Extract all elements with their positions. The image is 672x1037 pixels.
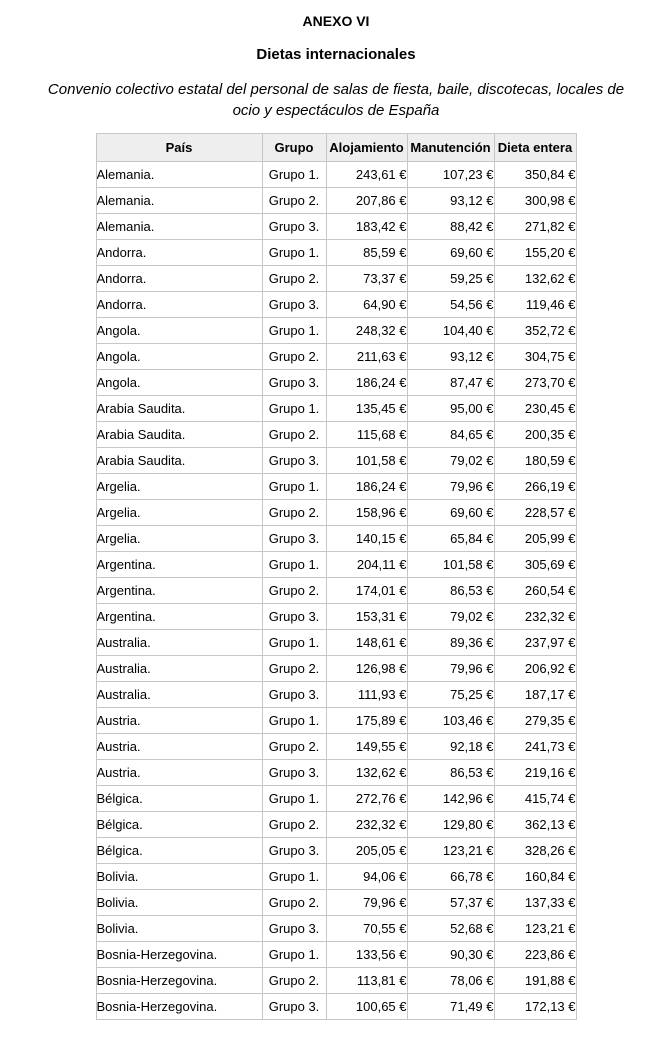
cell-pais: Angola.: [96, 370, 262, 396]
cell-dieta-entera: 350,84 €: [494, 162, 576, 188]
cell-grupo: Grupo 1.: [262, 942, 326, 968]
cell-grupo: Grupo 1.: [262, 396, 326, 422]
cell-alojamiento: 186,24 €: [326, 370, 407, 396]
table-row: [96, 656, 576, 682]
cell-pais: Alemania.: [96, 162, 262, 188]
cell-alojamiento: 207,86 €: [326, 188, 407, 214]
cell-alojamiento: 133,56 €: [326, 942, 407, 968]
table-row: [96, 968, 576, 994]
cell-pais: Argelia.: [96, 526, 262, 552]
cell-grupo: Grupo 1.: [262, 630, 326, 656]
cell-dieta-entera: 228,57 €: [494, 500, 576, 526]
table-row: [96, 578, 576, 604]
cell-pais: Alemania.: [96, 214, 262, 240]
table-header: [96, 134, 576, 162]
cell-pais: Angola.: [96, 344, 262, 370]
table-row: [96, 500, 576, 526]
cell-alojamiento: 186,24 €: [326, 474, 407, 500]
table-body: [96, 162, 576, 1020]
cell-dieta-entera: 241,73 €: [494, 734, 576, 760]
doc-subtitle: Dietas internacionales: [256, 46, 416, 63]
cell-pais: Austria.: [96, 760, 262, 786]
table-row: [96, 734, 576, 760]
cell-manutencion: 89,36 €: [407, 630, 494, 656]
cell-pais: Australia.: [96, 630, 262, 656]
cell-alojamiento: 100,65 €: [326, 994, 407, 1020]
table-row: [96, 812, 576, 838]
cell-alojamiento: 243,61 €: [326, 162, 407, 188]
cell-manutencion: 84,65 €: [407, 422, 494, 448]
cell-pais: Argentina.: [96, 604, 262, 630]
cell-pais: Bélgica.: [96, 786, 262, 812]
table-row: [96, 838, 576, 864]
cell-dieta-entera: 230,45 €: [494, 396, 576, 422]
cell-grupo: Grupo 2.: [262, 422, 326, 448]
cell-grupo: Grupo 3.: [262, 682, 326, 708]
cell-grupo: Grupo 1.: [262, 162, 326, 188]
cell-manutencion: 92,18 €: [407, 734, 494, 760]
table-row: [96, 344, 576, 370]
cell-grupo: Grupo 2.: [262, 812, 326, 838]
cell-grupo: Grupo 3.: [262, 370, 326, 396]
cell-grupo: Grupo 3.: [262, 292, 326, 318]
cell-dieta-entera: 362,13 €: [494, 812, 576, 838]
table-row: [96, 682, 576, 708]
cell-manutencion: 93,12 €: [407, 344, 494, 370]
cell-pais: Austria.: [96, 708, 262, 734]
cell-dieta-entera: 123,21 €: [494, 916, 576, 942]
cell-pais: Argelia.: [96, 500, 262, 526]
cell-dieta-entera: 237,97 €: [494, 630, 576, 656]
document-page: [0, 13, 672, 1020]
cell-dieta-entera: 266,19 €: [494, 474, 576, 500]
cell-dieta-entera: 305,69 €: [494, 552, 576, 578]
cell-alojamiento: 183,42 €: [326, 214, 407, 240]
cell-pais: Bolivia.: [96, 890, 262, 916]
table-row: [96, 942, 576, 968]
cell-manutencion: 104,40 €: [407, 318, 494, 344]
cell-alojamiento: 232,32 €: [326, 812, 407, 838]
cell-grupo: Grupo 3.: [262, 214, 326, 240]
cell-alojamiento: 115,68 €: [326, 422, 407, 448]
table-row: [96, 162, 576, 188]
cell-manutencion: 123,21 €: [407, 838, 494, 864]
cell-grupo: Grupo 1.: [262, 474, 326, 500]
header-alojamiento: Alojamiento: [326, 134, 407, 162]
cell-manutencion: 57,37 €: [407, 890, 494, 916]
cell-grupo: Grupo 3.: [262, 994, 326, 1020]
cell-dieta-entera: 119,46 €: [494, 292, 576, 318]
cell-manutencion: 107,23 €: [407, 162, 494, 188]
cell-dieta-entera: 172,13 €: [494, 994, 576, 1020]
table-row: [96, 604, 576, 630]
table-row: [96, 318, 576, 344]
cell-pais: Bosnia-Herzegovina.: [96, 994, 262, 1020]
cell-pais: Austria.: [96, 734, 262, 760]
cell-manutencion: 103,46 €: [407, 708, 494, 734]
cell-dieta-entera: 304,75 €: [494, 344, 576, 370]
table-row: [96, 786, 576, 812]
cell-alojamiento: 111,93 €: [326, 682, 407, 708]
cell-manutencion: 87,47 €: [407, 370, 494, 396]
cell-manutencion: 71,49 €: [407, 994, 494, 1020]
cell-dieta-entera: 180,59 €: [494, 448, 576, 474]
table-row: [96, 266, 576, 292]
cell-alojamiento: 73,37 €: [326, 266, 407, 292]
header-manutencion: Manutención: [407, 134, 494, 162]
cell-manutencion: 129,80 €: [407, 812, 494, 838]
cell-alojamiento: 175,89 €: [326, 708, 407, 734]
cell-grupo: Grupo 1.: [262, 318, 326, 344]
cell-pais: Bolivia.: [96, 864, 262, 890]
header-grupo: Grupo: [262, 134, 326, 162]
cell-dieta-entera: 187,17 €: [494, 682, 576, 708]
cell-pais: Bosnia-Herzegovina.: [96, 942, 262, 968]
cell-pais: Australia.: [96, 682, 262, 708]
table-row: [96, 552, 576, 578]
table-row: [96, 448, 576, 474]
cell-grupo: Grupo 2.: [262, 968, 326, 994]
cell-dieta-entera: 232,32 €: [494, 604, 576, 630]
cell-pais: Australia.: [96, 656, 262, 682]
cell-grupo: Grupo 2.: [262, 344, 326, 370]
cell-pais: Bolivia.: [96, 916, 262, 942]
cell-dieta-entera: 328,26 €: [494, 838, 576, 864]
cell-grupo: Grupo 2.: [262, 890, 326, 916]
cell-grupo: Grupo 2.: [262, 734, 326, 760]
header-pais: País: [96, 134, 262, 162]
cell-dieta-entera: 300,98 €: [494, 188, 576, 214]
cell-dieta-entera: 200,35 €: [494, 422, 576, 448]
cell-alojamiento: 158,96 €: [326, 500, 407, 526]
cell-pais: Argentina.: [96, 552, 262, 578]
cell-grupo: Grupo 3.: [262, 838, 326, 864]
cell-grupo: Grupo 3.: [262, 448, 326, 474]
cell-manutencion: 69,60 €: [407, 500, 494, 526]
cell-alojamiento: 94,06 €: [326, 864, 407, 890]
table-row: [96, 214, 576, 240]
cell-dieta-entera: 352,72 €: [494, 318, 576, 344]
cell-alojamiento: 70,55 €: [326, 916, 407, 942]
cell-dieta-entera: 223,86 €: [494, 942, 576, 968]
cell-alojamiento: 64,90 €: [326, 292, 407, 318]
cell-pais: Arabia Saudita.: [96, 448, 262, 474]
cell-grupo: Grupo 3.: [262, 526, 326, 552]
table-row: [96, 422, 576, 448]
cell-dieta-entera: 271,82 €: [494, 214, 576, 240]
cell-alojamiento: 149,55 €: [326, 734, 407, 760]
cell-alojamiento: 211,63 €: [326, 344, 407, 370]
cell-alojamiento: 272,76 €: [326, 786, 407, 812]
cell-alojamiento: 204,11 €: [326, 552, 407, 578]
cell-manutencion: 86,53 €: [407, 760, 494, 786]
cell-manutencion: 86,53 €: [407, 578, 494, 604]
doc-description: Convenio colectivo estatal del personal de salas de fiesta, baile, discotecas, locales de ocio y espectáculos de España: [47, 81, 625, 119]
cell-grupo: Grupo 2.: [262, 266, 326, 292]
header-row: [96, 134, 576, 162]
table-row: [96, 630, 576, 656]
table-row: [96, 188, 576, 214]
cell-grupo: Grupo 1.: [262, 552, 326, 578]
cell-manutencion: 66,78 €: [407, 864, 494, 890]
cell-alojamiento: 148,61 €: [326, 630, 407, 656]
cell-pais: Argelia.: [96, 474, 262, 500]
annex-title: ANEXO VI: [302, 13, 370, 29]
cell-manutencion: 79,02 €: [407, 604, 494, 630]
cell-alojamiento: 205,05 €: [326, 838, 407, 864]
cell-grupo: Grupo 2.: [262, 188, 326, 214]
cell-manutencion: 79,96 €: [407, 474, 494, 500]
cell-manutencion: 79,96 €: [407, 656, 494, 682]
table-row: [96, 760, 576, 786]
cell-manutencion: 59,25 €: [407, 266, 494, 292]
cell-dieta-entera: 155,20 €: [494, 240, 576, 266]
cell-dieta-entera: 273,70 €: [494, 370, 576, 396]
cell-manutencion: 93,12 €: [407, 188, 494, 214]
cell-grupo: Grupo 2.: [262, 500, 326, 526]
cell-pais: Alemania.: [96, 188, 262, 214]
cell-grupo: Grupo 1.: [262, 864, 326, 890]
dietas-table: [96, 133, 577, 1020]
table-row: [96, 396, 576, 422]
header-dieta-entera: Dieta entera: [494, 134, 576, 162]
cell-pais: Bélgica.: [96, 812, 262, 838]
cell-manutencion: 142,96 €: [407, 786, 494, 812]
cell-dieta-entera: 205,99 €: [494, 526, 576, 552]
cell-dieta-entera: 219,16 €: [494, 760, 576, 786]
cell-manutencion: 88,42 €: [407, 214, 494, 240]
table-row: [96, 890, 576, 916]
cell-dieta-entera: 206,92 €: [494, 656, 576, 682]
cell-pais: Andorra.: [96, 292, 262, 318]
cell-manutencion: 95,00 €: [407, 396, 494, 422]
table-row: [96, 916, 576, 942]
cell-alojamiento: 126,98 €: [326, 656, 407, 682]
cell-dieta-entera: 132,62 €: [494, 266, 576, 292]
cell-grupo: Grupo 1.: [262, 240, 326, 266]
cell-dieta-entera: 260,54 €: [494, 578, 576, 604]
table-row: [96, 474, 576, 500]
cell-manutencion: 65,84 €: [407, 526, 494, 552]
cell-manutencion: 52,68 €: [407, 916, 494, 942]
cell-pais: Bosnia-Herzegovina.: [96, 968, 262, 994]
cell-grupo: Grupo 3.: [262, 760, 326, 786]
cell-alojamiento: 113,81 €: [326, 968, 407, 994]
cell-grupo: Grupo 1.: [262, 786, 326, 812]
cell-pais: Bélgica.: [96, 838, 262, 864]
cell-pais: Angola.: [96, 318, 262, 344]
cell-dieta-entera: 415,74 €: [494, 786, 576, 812]
cell-pais: Arabia Saudita.: [96, 422, 262, 448]
cell-manutencion: 78,06 €: [407, 968, 494, 994]
cell-manutencion: 101,58 €: [407, 552, 494, 578]
cell-manutencion: 90,30 €: [407, 942, 494, 968]
cell-alojamiento: 135,45 €: [326, 396, 407, 422]
table-row: [96, 292, 576, 318]
cell-alojamiento: 85,59 €: [326, 240, 407, 266]
table-row: [96, 708, 576, 734]
cell-alojamiento: 79,96 €: [326, 890, 407, 916]
cell-grupo: Grupo 3.: [262, 916, 326, 942]
cell-pais: Andorra.: [96, 266, 262, 292]
cell-grupo: Grupo 1.: [262, 708, 326, 734]
table-row: [96, 994, 576, 1020]
cell-pais: Arabia Saudita.: [96, 396, 262, 422]
cell-alojamiento: 101,58 €: [326, 448, 407, 474]
cell-alojamiento: 140,15 €: [326, 526, 407, 552]
cell-manutencion: 54,56 €: [407, 292, 494, 318]
cell-pais: Argentina.: [96, 578, 262, 604]
cell-pais: Andorra.: [96, 240, 262, 266]
cell-dieta-entera: 160,84 €: [494, 864, 576, 890]
cell-grupo: Grupo 2.: [262, 656, 326, 682]
table-row: [96, 864, 576, 890]
table-row: [96, 370, 576, 396]
cell-dieta-entera: 137,33 €: [494, 890, 576, 916]
cell-alojamiento: 153,31 €: [326, 604, 407, 630]
cell-manutencion: 75,25 €: [407, 682, 494, 708]
cell-grupo: Grupo 2.: [262, 578, 326, 604]
cell-alojamiento: 132,62 €: [326, 760, 407, 786]
table-row: [96, 240, 576, 266]
cell-manutencion: 79,02 €: [407, 448, 494, 474]
cell-dieta-entera: 279,35 €: [494, 708, 576, 734]
cell-alojamiento: 174,01 €: [326, 578, 407, 604]
cell-grupo: Grupo 3.: [262, 604, 326, 630]
cell-manutencion: 69,60 €: [407, 240, 494, 266]
cell-alojamiento: 248,32 €: [326, 318, 407, 344]
table-row: [96, 526, 576, 552]
cell-dieta-entera: 191,88 €: [494, 968, 576, 994]
